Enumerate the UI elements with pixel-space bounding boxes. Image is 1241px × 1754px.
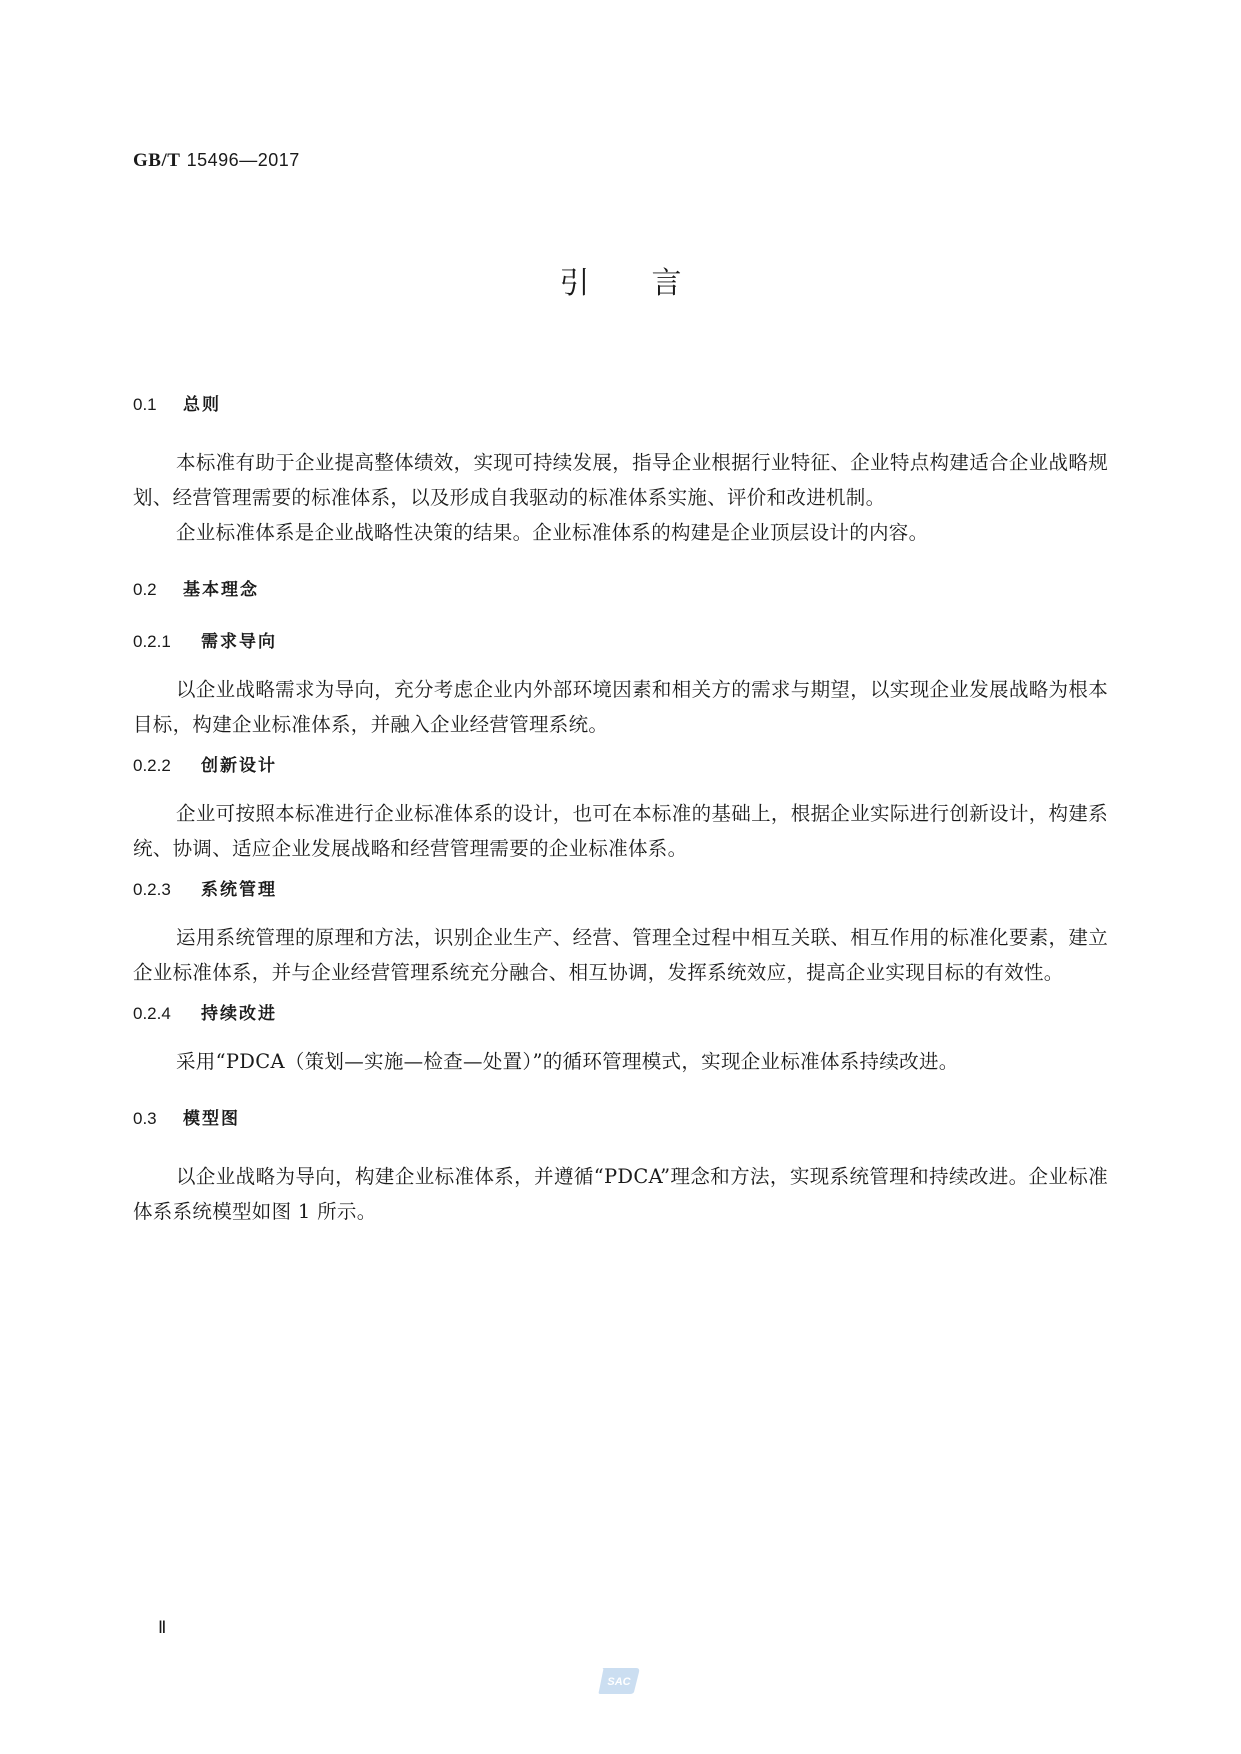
- section-number: 0.2: [133, 580, 157, 599]
- page-title: 引言: [559, 266, 744, 301]
- section-title: 总则: [183, 395, 221, 415]
- section-number: 0.1: [133, 395, 157, 414]
- page-number: Ⅱ: [158, 1618, 167, 1637]
- paragraph: 以企业战略为导向，构建企业标准体系，并遵循“PDCA”理念和方法，实现系统管理和持续改进。企业标准体系系统模型如图 1 所示。: [133, 1165, 1108, 1223]
- standard-number: 15496—2017: [186, 150, 300, 170]
- section-number: 0.2.4: [133, 1004, 171, 1023]
- section-heading-0-2: [133, 578, 1108, 602]
- section-number: 0.2.2: [133, 756, 171, 775]
- section-heading-0-2-2: [133, 754, 1108, 778]
- section-title: 持续改进: [201, 1004, 277, 1024]
- paragraph: 运用系统管理的原理和方法，识别企业生产、经营、管理全过程中相互关联、相互作用的标准化要素，建立企业标准体系，并与企业经营管理系统充分融合、相互协调，发挥系统效应，提高企业实现目标的有效性。: [133, 926, 1108, 984]
- standard-code: [133, 150, 300, 172]
- svg-text:SAC: SAC: [607, 1676, 631, 1688]
- section-heading-0-2-1: [133, 630, 1108, 654]
- paragraph: 采用“PDCA（策划—实施—检查—处置）”的循环管理模式，实现企业标准体系持续改进。: [176, 1050, 959, 1073]
- section-title: 系统管理: [201, 880, 277, 900]
- section-title: 需求导向: [201, 632, 277, 652]
- section-heading-0-1: [133, 393, 1108, 417]
- section-number: 0.2.1: [133, 632, 171, 651]
- section-number: 0.2.3: [133, 880, 171, 899]
- section-title: 基本理念: [183, 580, 259, 600]
- section-title: 模型图: [183, 1109, 240, 1129]
- standard-prefix: GB/T: [133, 150, 181, 171]
- paragraph: 本标准有助于企业提高整体绩效，实现可持续发展，指导企业根据行业特征、企业特点构建适合企业战略规划、经营管理需要的标准体系，以及形成自我驱动的标准体系实施、评价和改进机制。: [133, 451, 1108, 509]
- paragraph: 企业标准体系是企业战略性决策的结果。企业标准体系的构建是企业顶层设计的内容。: [176, 521, 929, 544]
- paragraph: 企业可按照本标准进行企业标准体系的设计，也可在本标准的基础上，根据企业实际进行创新设计，构建系统、协调、适应企业发展战略和经营管理需要的企业标准体系。: [133, 802, 1108, 860]
- section-title: 创新设计: [201, 756, 277, 776]
- section-number: 0.3: [133, 1109, 157, 1128]
- section-heading-0-2-4: [133, 1002, 1108, 1026]
- paragraph: 以企业战略需求为导向，充分考虑企业内外部环境因素和相关方的需求与期望，以实现企业发展战略为根本目标，构建企业标准体系，并融入企业经营管理系统。: [133, 678, 1108, 736]
- section-heading-0-2-3: [133, 878, 1108, 902]
- sac-watermark-logo: [596, 1664, 642, 1696]
- document-body: [133, 393, 1108, 1229]
- section-heading-0-3: [133, 1107, 1108, 1131]
